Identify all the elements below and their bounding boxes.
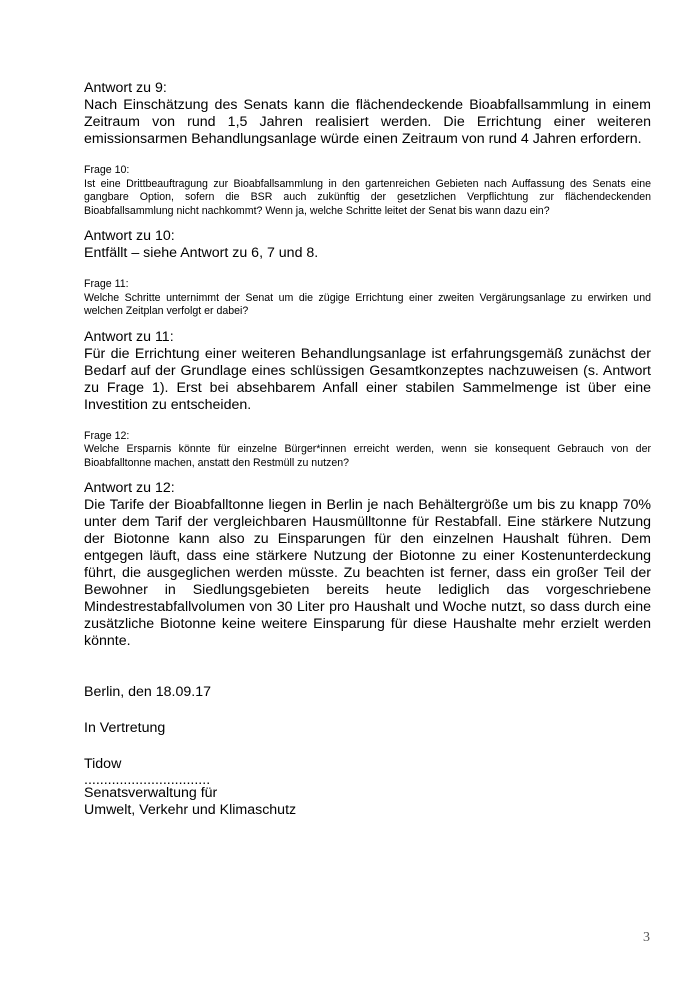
representation-note: In Vertretung: [84, 720, 166, 736]
question-10-label: Frage 10:: [84, 164, 130, 176]
answer-10-block: [84, 228, 651, 262]
signatory-name: Tidow: [84, 756, 122, 772]
answer-12-label: Antwort zu 12:: [84, 480, 175, 496]
answer-11-label: Antwort zu 11:: [84, 328, 174, 345]
question-10-text: Ist eine Drittbeauftragung zur Bioabfallsammlung in den gartenreichen Gebieten nach Auffassung des Senats eine gangbare Option, sofern die BSR auch zukünftig der gesetzlichen Verpflichtung zur flächendeckenden Bioabfallsammlung nicht nachkommt? Wenn ja, welche Schritte leitet der Senat bis wann dazu ein?: [84, 177, 651, 217]
department-line-1: Senatsverwaltung für: [84, 785, 218, 801]
answer-9-label: Antwort zu 9:: [84, 80, 167, 96]
answer-12-text: Die Tarife der Bioabfalltonne liegen in Berlin je nach Behältergröße um bis zu knapp 70% unter dem Tarif der vergleichbaren Hausmülltonne für Restabfall. Eine stärkere Nutzung der Biotonne kann also zu Einsparungen für den einzelnen Haushalt führen. Dem entgegen läuft, dass eine stärkere Nutzung der Biotonne zu einer Kostenunterdeckung führt, die ausgeglichen werden müsste. Zu beachten ist ferner, dass ein großer Teil der Bewohner in Siedlungsgebieten bereits heute lediglich das vorgeschriebene Mindestrestabfallvolumen von 30 Liter pro Haushalt und Woche nutzt, so dass durch eine zusätzliche Biotonne keine weitere Einsparung für diese Haushalte mehr erzielt werden könnte.: [84, 497, 651, 649]
answer-12-block: [84, 480, 651, 650]
answer-11-block: [84, 329, 651, 414]
question-12-block: [84, 430, 651, 471]
question-11-text: Welche Schritte unternimmt der Senat um die zügige Errichtung einer zweiten Vergärungsanlage zu erwirken und welchen Zeitplan verfolgt er dabei?: [84, 291, 651, 317]
place-date: Berlin, den 18.09.17: [84, 684, 211, 700]
signature-dots: ................................: [84, 772, 211, 788]
answer-10-text: Entfällt – siehe Antwort zu 6, 7 und 8.: [84, 245, 319, 261]
question-11-block: [84, 278, 651, 319]
document-page: [84, 80, 651, 819]
question-12-text: Welche Ersparnis könnte für einzelne Bürger*innen erreicht werden, wenn sie konsequent Gebrauch von der Bioabfalltonne machen, anstatt den Restmüll zu nutzen?: [84, 443, 651, 469]
page-number: 3: [643, 930, 650, 945]
answer-9-block: [84, 80, 651, 148]
closing-block: [84, 684, 651, 819]
question-10-block: [84, 164, 651, 218]
question-12-label: Frage 12:: [84, 429, 130, 442]
department-line-2: Umwelt, Verkehr und Klimaschutz: [84, 802, 297, 818]
answer-11-text: Für die Errichtung einer weiteren Behandlungsanlage ist erfahrungsgemäß zunächst der Bedarf auf der Grundlage eines schlüssigen Gesamtkonzeptes nachzuweisen (s. Antwort zu Frage 1). Erst bei absehbarem Anfall einer stabilen Sammelmenge ist über eine Investition zu entscheiden.: [84, 345, 651, 413]
answer-10-label: Antwort zu 10:: [84, 228, 175, 244]
question-11-label: Frage 11:: [84, 278, 129, 290]
answer-9-text: Nach Einschätzung des Senats kann die flächendeckende Bioabfallsammlung in einem Zeitraum von rund 1,5 Jahren realisiert werden. Die Errichtung einer weiteren emissionsarmen Behandlungsanlage würde einen Zeitraum von rund 4 Jahren erfordern.: [84, 97, 651, 147]
